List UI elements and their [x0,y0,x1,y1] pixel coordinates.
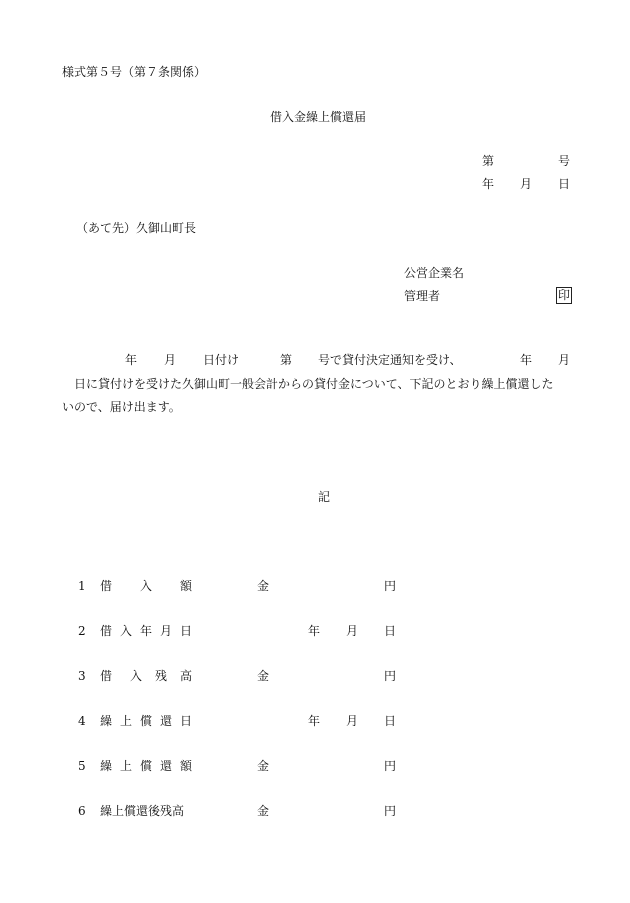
item-value-year: 年 [308,714,321,728]
item-value-day: 日 [384,624,397,638]
body-year-2: 年 [520,353,533,367]
item-label-char: 借 [100,579,113,593]
item-label-char: 入 [130,669,143,683]
document-number-dai: 第 [482,154,495,168]
date-month: 月 [520,177,533,191]
form-number: 様式第５号（第７条関係） [62,65,207,79]
body-line-2: 日に貸付けを受けた久御山町一般会計からの貸付金について、下記のとおり繰上償還した [74,377,554,391]
date-year: 年 [482,177,495,191]
item-label-char: 還 [160,714,173,728]
company-name-label: 公営企業名 [404,266,465,280]
item-number: 3 [78,669,86,683]
item-number: 2 [78,624,86,638]
item-label-char: 入 [140,579,153,593]
item-label: 繰上償還後残高 [100,804,185,818]
ki-heading: 記 [318,490,331,504]
item-label-char: 還 [160,759,173,773]
item-label-char: 額 [180,759,193,773]
body-notice-text: 号で貸付決定通知を受け、 [318,353,462,367]
item-number: 6 [78,804,86,818]
item-label-char: 借 [100,624,113,638]
item-label-char: 借 [100,669,113,683]
item-value-kin: 金 [257,669,270,683]
item-label-char: 繰 [100,759,113,773]
item-label-char: 額 [180,579,193,593]
seal-mark [556,287,572,304]
item-value-yen: 円 [384,804,397,818]
manager-label: 管理者 [404,289,441,303]
item-value-month: 月 [346,624,359,638]
item-label-char: 日 [180,714,193,728]
item-value-day: 日 [384,714,397,728]
addressee: （あて先）久御山町長 [76,221,197,235]
item-value-yen: 円 [384,669,397,683]
item-label-char: 償 [140,714,153,728]
date-day: 日 [558,177,571,191]
body-year-1: 年 [125,353,138,367]
item-value-yen: 円 [384,579,397,593]
item-number: 4 [78,714,86,728]
body-month-2: 月 [558,353,571,367]
item-value-kin: 金 [257,804,270,818]
document-title: 借入金繰上償還届 [270,110,367,124]
item-value-yen: 円 [384,759,397,773]
body-dated: 日付け [203,353,240,367]
item-value-year: 年 [308,624,321,638]
item-label-char: 月 [160,624,173,638]
item-number: 1 [78,579,86,593]
item-value-month: 月 [346,714,359,728]
item-label-char: 日 [180,624,193,638]
item-label-char: 入 [120,624,133,638]
body-month-1: 月 [164,353,177,367]
item-label-char: 上 [120,714,133,728]
body-dai: 第 [280,353,293,367]
item-label-char: 残 [155,669,168,683]
item-label-char: 年 [140,624,153,638]
body-line-3: いので、届け出ます。 [62,400,181,414]
item-label-char: 償 [140,759,153,773]
item-label-char: 繰 [100,714,113,728]
document-number-go: 号 [558,154,571,168]
item-label-char: 高 [180,669,193,683]
item-label-char: 上 [120,759,133,773]
seal-text: 印 [558,288,571,302]
item-value-kin: 金 [257,579,270,593]
item-number: 5 [78,759,86,773]
item-value-kin: 金 [257,759,270,773]
